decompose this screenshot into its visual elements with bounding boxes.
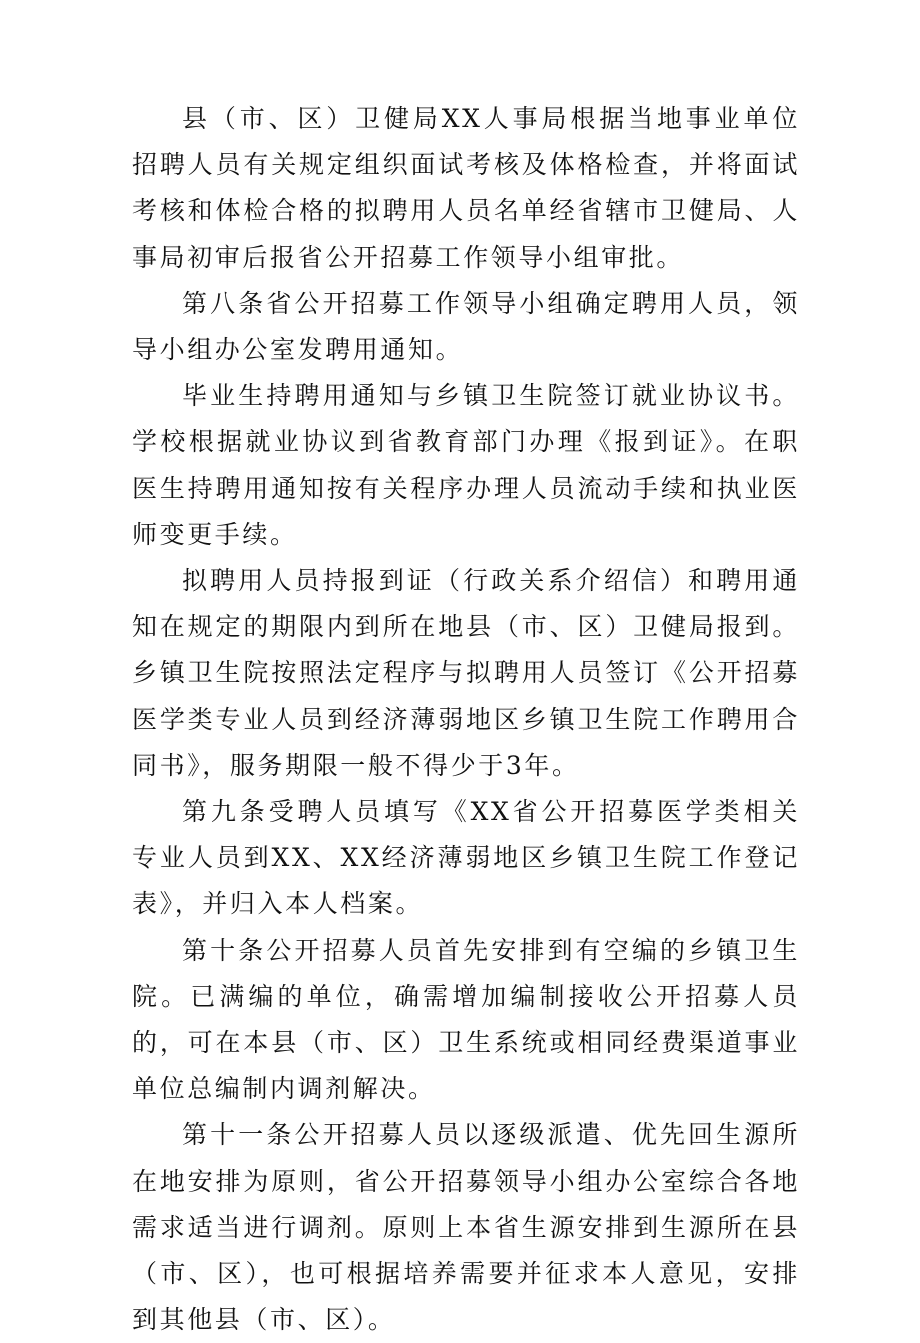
paragraph-5: 第九条受聘人员填写《XX省公开招募医学类相关专业人员到XX、XX经济薄弱地区乡镇卫生院工作登记表》，并归入本人档案。	[132, 797, 800, 919]
paragraph-7: 第十一条公开招募人员以逐级派遣、优先回生源所在地安排为原则，省公开招募领导小组办公室综合各地需求适当进行调剂。原则上本省生源安排到生源所在县（市、区），也可根据培养需要并征求本人意见，安排到其他县（市、区）。	[132, 1120, 800, 1335]
paragraph-2: 第八条省公开招募工作领导小组确定聘用人员，领导小组办公室发聘用通知。	[132, 288, 800, 365]
paragraph-6: 第十条公开招募人员首先安排到有空编的乡镇卫生院。已满编的单位，确需增加编制接收公开招募人员的，可在本县（市、区）卫生系统或相同经费渠道事业单位总编制内调剂解决。	[132, 935, 800, 1104]
paragraph-3: 毕业生持聘用通知与乡镇卫生院签订就业协议书。学校根据就业协议到省教育部门办理《报到证》。在职医生持聘用通知按有关程序办理人员流动手续和执业医师变更手续。	[132, 381, 800, 549]
paragraph-4: 拟聘用人员持报到证（行政关系介绍信）和聘用通知在规定的期限内到所在地县（市、区）卫健局报到。乡镇卫生院按照法定程序与拟聘用人员签订《公开招募医学类专业人员到经济薄弱地区乡镇卫生院工作聘用合同书》，服务期限一般不得少于3年。	[132, 566, 800, 780]
document-body	[132, 96, 800, 1343]
paragraph-1: 县（市、区）卫健局XX人事局根据当地事业单位招聘人员有关规定组织面试考核及体格检查，并将面试考核和体检合格的拟聘用人员名单经省辖市卫健局、人事局初审后报省公开招募工作领导小组审批。	[132, 104, 800, 272]
